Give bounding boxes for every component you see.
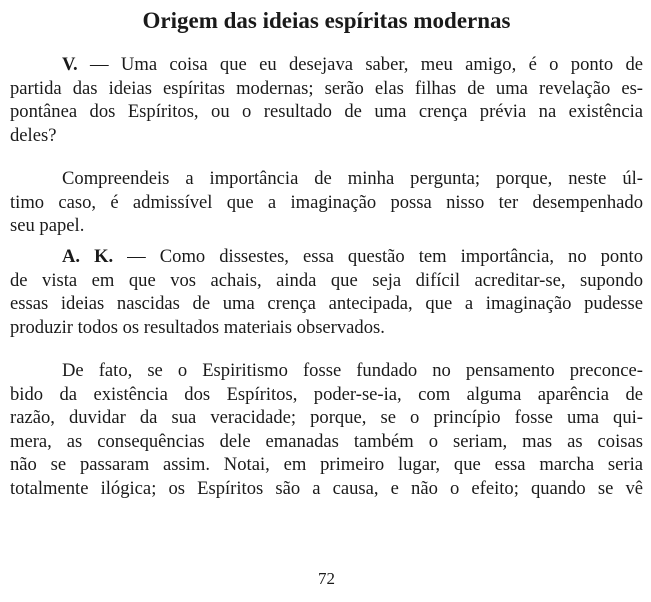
text-line: deles?	[10, 125, 57, 146]
page-number: 72	[318, 569, 335, 588]
text-line: partida das ideias espíritas modernas; serão elas filhas de uma revelação es-	[10, 78, 643, 99]
text-line: não se passaram assim. Notai, em primeiro lugar, que essa marcha seria	[10, 454, 643, 475]
text-line: mera, as consequências dele emanadas também o seriam, mas as coisas	[10, 431, 643, 452]
speaker-label: V.	[62, 54, 78, 75]
text-line: essas ideias nascidas de uma crença antecipada, que a imaginação pudesse	[10, 293, 643, 314]
chapter-title: Origem das ideias espíritas modernas	[142, 8, 511, 33]
text-line	[62, 53, 643, 77]
text-line: pontânea dos Espíritos, ou o resultado de uma crença prévia na existência	[10, 101, 643, 122]
text-line: seu papel.	[10, 215, 85, 236]
line-text: — Como dissestes, essa questão tem importância, no ponto	[113, 246, 643, 267]
line-text: — Uma coisa que eu desejava saber, meu amigo, é o ponto de	[77, 54, 643, 75]
text-line	[62, 245, 643, 269]
text-line: produzir todos os resultados materiais observados.	[10, 317, 385, 338]
text-line: Compreendeis a importância de minha pergunta; porque, neste úl-	[62, 168, 643, 189]
text-line: bido da existência dos Espíritos, poder-se-ia, com alguma aparência de	[10, 384, 643, 405]
book-page	[10, 0, 643, 602]
text-line: De fato, se o Espiritismo fosse fundado no pensamento preconce-	[62, 360, 643, 381]
text-line: totalmente ilógica; os Espíritos são a causa, e não o efeito; quando se vê	[10, 478, 643, 499]
text-line: de vista em que vos achais, ainda que seja difícil acreditar-se, supondo	[10, 270, 643, 291]
text-line: timo caso, é admissível que a imaginação possa nisso ter desempenhado	[10, 192, 643, 213]
text-line: razão, duvidar da sua veracidade; porque, se o princípio fosse uma qui-	[10, 407, 643, 428]
speaker-label: A. K.	[62, 246, 114, 267]
